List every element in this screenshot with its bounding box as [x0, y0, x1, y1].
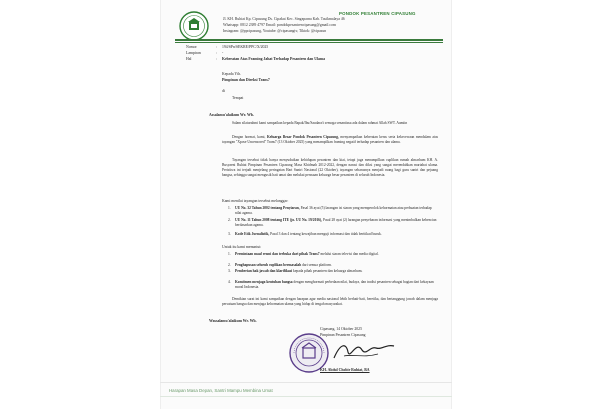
- nomor-label: Nomor: [186, 45, 197, 49]
- demand-number: 1.: [228, 252, 231, 256]
- demand-item: [235, 280, 438, 290]
- signature-place-date: Cipasung, 14 Oktober 2025: [320, 327, 362, 331]
- recipient-name: Pimpinan dan Direksi Trans7: [222, 78, 270, 82]
- violation-item: [235, 218, 438, 228]
- violation-item: [235, 232, 438, 237]
- closing-paragraph: Demikian surat ini kami sampaikan dengan harapan agar media nasional lebih berhati-hati, beretika, dan bertanggung jawab dalam menjaga persatuan bangsa dan menjaga kehormatan ulama yang hidup di tengah masyarakat.: [222, 297, 438, 307]
- institution-name: PONDOK PESANTREN CIPASUNG: [339, 11, 416, 16]
- violation-title: UU No. 32 Tahun 2002 tentang Penyiaran,: [235, 206, 300, 210]
- demand-text: melalui siaran televisi dan media digital.: [320, 252, 379, 256]
- demand-item: [235, 263, 438, 268]
- demand-text: dari semua platform.: [302, 263, 332, 267]
- demand-text: kepada pihak pesantren dan keluarga almarhum.: [293, 269, 363, 273]
- header-rule-thin: [175, 42, 443, 43]
- demand-item: [235, 252, 438, 257]
- colon: :: [216, 51, 218, 55]
- demand-title: Komitmen menjaga keutuhan bangsa: [235, 280, 293, 284]
- colon: :: [216, 45, 218, 49]
- demand-title: Permintaan maaf resmi dan terbuka dari pihak Trans7: [235, 252, 320, 256]
- closing-salutation: Wassalamu'alaikum Wr. Wb.: [209, 319, 257, 323]
- p2-rest: menyampaikan keberatan keras serta kekecewaan mendalam atas tayangan "Xpose Uncensored" Trans7 (13 Oktober 2025) yang menampilkan framing negatif terhadap pesantren dan ulama.: [222, 135, 438, 145]
- social-line: Instagram: @ppcipasung, Youtube: @cipasungtv, Tiktok: @cipasun: [223, 29, 327, 33]
- violation-text: Pasal 28 ayat (2) larangan penyebaran informasi yang menimbulkan kebencian berdasarkan agama.: [235, 218, 437, 228]
- violation-text: Pasal 3 dan 4 tentang kewajiban menguji informasi dan tidak beritikad buruk.: [270, 232, 382, 236]
- p2-bold: Keluarga Besar Pondok Pesantren Cipasung,: [266, 135, 339, 139]
- violation-number: 3.: [228, 232, 231, 236]
- violation-number: 1.: [228, 206, 231, 210]
- recipient-di: di: [222, 89, 225, 93]
- recipient-greeting: Kepada Yth.: [222, 72, 242, 76]
- violation-text: Pasal 36 ayat (5) larangan isi siaran yang memperolok kehormatan atau perbuatan terhadap nilai agama.: [235, 206, 432, 216]
- colon: :: [216, 57, 218, 61]
- paragraph-1: Salam silaturahmi kami sampaikan kepada Bapak/Ibu/Saudara/i semoga senantiasa ada dalam rahmat Allah SWT. Aamiin: [232, 121, 408, 125]
- paragraph-4: Kami menilai tayangan tersebut melanggar:: [222, 199, 289, 203]
- footer-motto: Harapan Masa Depan, Santri Mampu Membina Umat: [169, 388, 273, 393]
- demand-title: Penghapusan seluruh cuplikan bermasalah: [235, 263, 302, 267]
- contact-line: Whatsapp: 0812 2389 4797 Email: pondokpesantrencipasung@gmail.com: [223, 23, 336, 27]
- demand-number: 2.: [228, 263, 231, 267]
- recipient-place: Tempat: [232, 96, 244, 100]
- demand-number: 3.: [228, 269, 231, 273]
- signature-title: Pimpinan Pesantren Cipasung: [320, 333, 366, 337]
- hal-value: Keberatan Atas Framing Jahat Terhadap Pesantren dan Ulama: [222, 57, 325, 61]
- opening-salutation: Assalamu'alaikum Wr. Wb.: [209, 113, 254, 117]
- demand-text: dengan menghormati perbedaan nilai, budaya, dan tradisi pesantren sebagai bagian dari kekayaan moral Indonesia.: [235, 280, 434, 290]
- demands-intro: Untuk itu kami menuntut:: [222, 245, 262, 249]
- pesantren-logo: [179, 11, 209, 41]
- violation-title: UU No. 11 Tahun 2008 tentang ITE (jo. UU No. 19/2016),: [235, 218, 323, 222]
- signatory-name: KH. Abdul Chobir Ruhiat, BA: [320, 368, 370, 372]
- hal-label: Hal: [186, 57, 192, 61]
- nomor-value: 194/SPn/SEKRE/PPC/X/2025: [222, 45, 269, 49]
- demand-title: Pemberian hak jawab dan klarifikasi: [235, 269, 293, 273]
- paragraph-2: [222, 135, 438, 145]
- demand-item: [235, 269, 438, 274]
- violation-title: Kode Etik Jurnalistik,: [235, 232, 270, 236]
- p2-lead: Dengan hormat, kami,: [232, 135, 266, 139]
- footer-rule: [160, 396, 452, 397]
- demand-number: 4.: [228, 280, 231, 284]
- header-rule: [175, 39, 443, 41]
- handwritten-signature: [330, 336, 400, 366]
- paragraph-3: Tayangan tersebut tidak hanya menyudutkan kehidupan pesantren dan kiai, tetapi juga menampilkan cuplikan rumah almarhum KH. A. Busyaeni Ruhiat Pimpinan Pesantren Cipasung Masa Khidmah 2012-2022, dengan narasi dan diksi yang sangat merendahkan martabat ulama. Peristiwa ini terjadi menjelang peringatan Hari Santri Nasional (22 Oktober), tayangan seharusnya menjadi ruang bagi guru santri dan pejuang bangsa, sehingga sangat mengusik hati umat dan melukai perasaan keluarga besar pesantren di seluruh Indonesia.: [222, 158, 438, 178]
- violation-number: 2.: [228, 218, 231, 222]
- address-line: Jl. KH. Ruhiat Kp. Cipasung Ds. Cipakat Kec. Singaparna Kab. Tasikmalaya 46: [223, 17, 345, 21]
- violation-item: [235, 206, 438, 216]
- lampiran-label: Lampiran: [186, 51, 201, 55]
- lampiran-value: -: [222, 51, 224, 55]
